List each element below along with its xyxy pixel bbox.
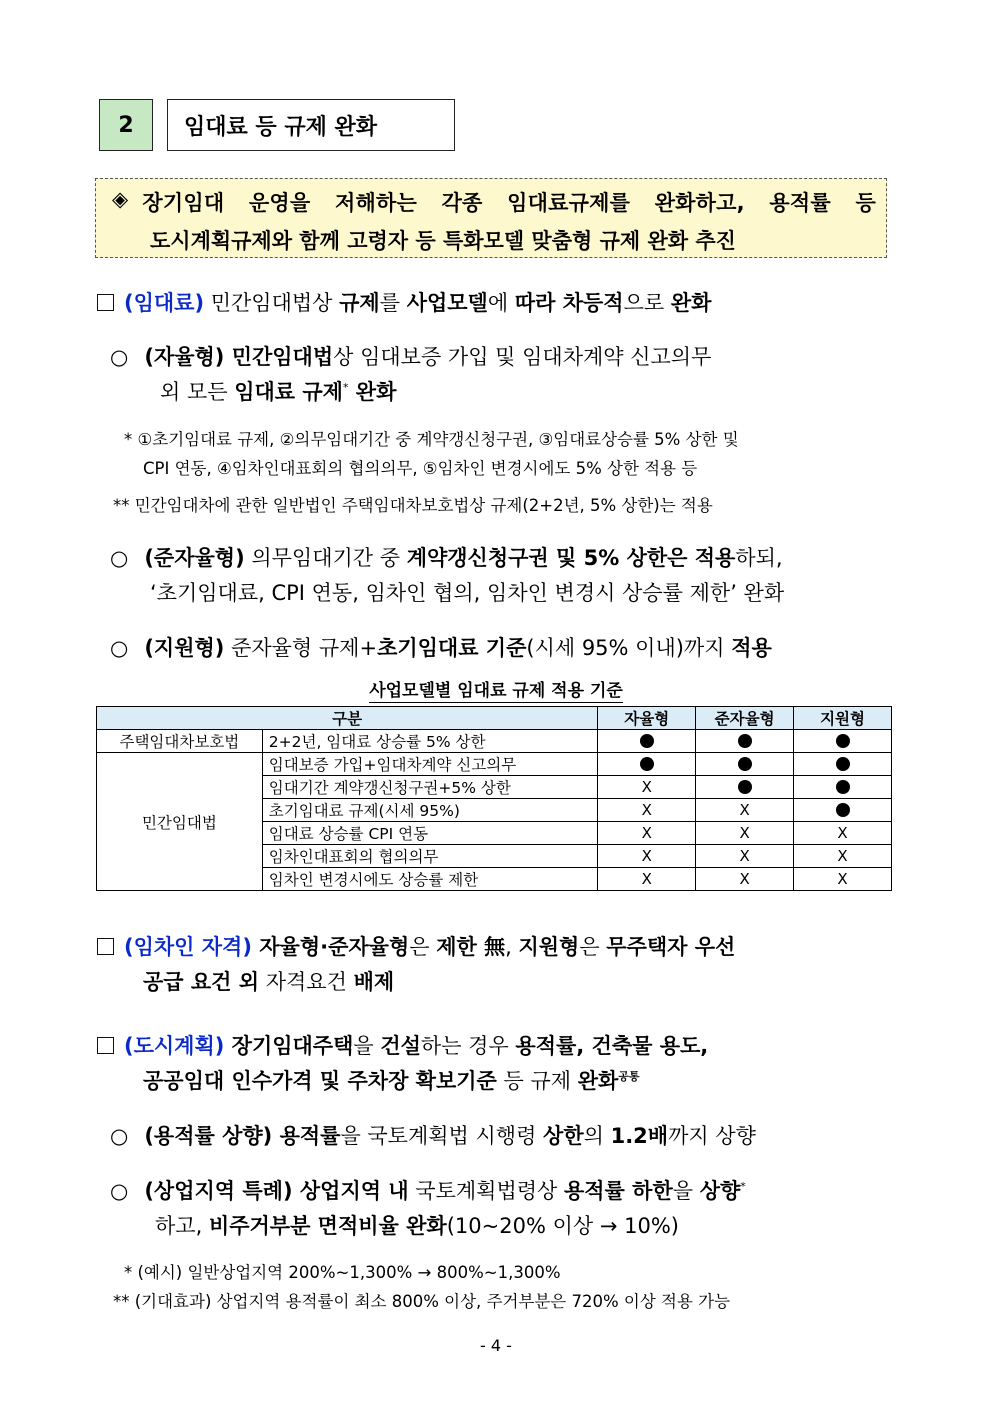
row-item: 임대보증 가입+임대차계약 신고의무 <box>262 753 598 776</box>
far-text: 의 <box>583 1124 611 1148</box>
table-caption <box>0 676 992 701</box>
semi-text: 계약갱신청구권 및 5% 상한은 적용 <box>406 546 736 570</box>
table-caption-text: 사업모델별 임대료 규제 적용 기준 <box>369 681 623 701</box>
far-text: 까지 상향 <box>668 1124 756 1148</box>
city-text: 건설 <box>380 1034 421 1058</box>
mark-cell <box>794 799 892 822</box>
mark-cell: X <box>598 822 696 845</box>
filled-dot-icon <box>640 757 654 771</box>
checkbox-square-icon <box>97 938 114 955</box>
summary-box <box>95 178 887 258</box>
tenant-text: 무주택자 우선 <box>606 935 736 959</box>
autonomous-text: 상 임대보증 가입 및 임대차계약 신고의무 <box>333 345 712 369</box>
city-text: 하는 경우 <box>420 1034 516 1058</box>
city-text: 등 규제 <box>496 1069 578 1093</box>
note-1-line-1: * ①초기임대료 규제, ②의무임대기간 중 계약갱신청구권, ③임대료상승률 5% 상한 및 <box>124 430 739 449</box>
tenant-line-2 <box>143 966 394 996</box>
circle-bullet-icon: ○ <box>110 636 129 660</box>
mark-cell: X <box>794 868 892 891</box>
semi-text: 의무임대기간 중 <box>244 546 407 570</box>
header-support: 지원형 <box>794 707 892 730</box>
support-text: 준자율형 규제+ <box>224 636 378 660</box>
rent-text: 완화 <box>670 291 712 315</box>
autonomous-text: 민간임대법 <box>224 345 334 369</box>
regulation-table <box>96 706 892 891</box>
page-number: - 4 - <box>480 1336 512 1355</box>
city-text: 장기임대주택 <box>224 1034 354 1058</box>
header-semi: 준자율형 <box>696 707 794 730</box>
diamond-bullet-icon: ◈ <box>112 187 129 211</box>
mark-cell <box>696 753 794 776</box>
mark-cell <box>696 730 794 753</box>
summary-text-1: 장기임대 운영을 저해하는 각종 임대료규제를 완화하고, 용적률 등 <box>142 191 876 215</box>
commercial-line-2 <box>155 1210 679 1240</box>
mark-cell <box>598 730 696 753</box>
row-item: 초기임대료 규제(시세 95%) <box>262 799 598 822</box>
rent-text: 따라 차등적 <box>514 291 624 315</box>
mark-cell: X <box>794 822 892 845</box>
table-row <box>97 730 892 753</box>
rent-heading <box>97 287 711 317</box>
mark-cell: X <box>696 822 794 845</box>
tenant-text: 은 <box>409 935 437 959</box>
mark-cell <box>794 753 892 776</box>
city-line-1 <box>97 1030 708 1060</box>
city-text: 완화 <box>577 1069 619 1093</box>
commercial-text: 을 <box>672 1179 700 1203</box>
header-autonomous: 자율형 <box>598 707 696 730</box>
table-header-row <box>97 707 892 730</box>
note-2: ** 민간임대차에 관한 일반법인 주택임대차보호법상 규제(2+2년, 5% 상한)는 적용 <box>113 496 713 515</box>
mark-cell: X <box>696 799 794 822</box>
commercial-line-1 <box>110 1175 746 1205</box>
tenant-label: (임차인 자격) <box>124 935 252 959</box>
mark-cell: X <box>696 845 794 868</box>
group-private-rental-act: 민간임대법 <box>97 753 263 891</box>
mark-cell: X <box>696 868 794 891</box>
header-category: 구분 <box>97 707 598 730</box>
tenant-text: , <box>505 935 519 959</box>
section-title: 임대료 등 규제 완화 <box>167 99 455 151</box>
filled-dot-icon <box>738 780 752 794</box>
row-item: 임차인 변경시에도 상승률 제한 <box>262 868 598 891</box>
tenant-text: 지원형 <box>518 935 580 959</box>
far-text: 상한 <box>543 1124 584 1148</box>
circle-bullet-icon: ○ <box>110 1124 129 1148</box>
semi-line-2: ‘초기임대료, CPI 연동, 임차인 협의, 임차인 변경시 상승률 제한’ 완화 <box>150 581 785 605</box>
support-text: (시세 95% 이내)까지 <box>526 636 732 660</box>
filled-dot-icon <box>738 757 752 771</box>
mark-cell <box>696 776 794 799</box>
support-text: 적용 <box>731 636 772 660</box>
footnote-marker: * <box>342 381 349 394</box>
filled-dot-icon <box>836 757 850 771</box>
far-text: 용적률 <box>272 1124 341 1148</box>
city-text: 을 <box>353 1034 381 1058</box>
far-label: (용적률 상향) <box>144 1124 273 1148</box>
rent-label: (임대료) <box>124 291 205 315</box>
tenant-text: 자율형·준자율형 <box>251 935 410 959</box>
city-label: (도시계획) <box>124 1034 225 1058</box>
note-1-line-2: CPI 연동, ④임차인대표회의 협의의무, ⑤임차인 변경시에도 5% 상한 적용 등 <box>143 459 698 478</box>
support-line <box>110 632 772 662</box>
filled-dot-icon <box>738 734 752 748</box>
note-4: ** (기대효과) 상업지역 용적률이 최소 800% 이상, 주거부분은 720% 이상 적용 가능 <box>113 1292 731 1311</box>
far-text: 을 국토계획법 시행령 <box>340 1124 544 1148</box>
semi-text: 하되, <box>735 546 783 570</box>
commercial-text: 상업지역 내 <box>292 1179 409 1203</box>
autonomous-text: 외 모든 <box>160 380 235 404</box>
circle-bullet-icon: ○ <box>110 546 129 570</box>
rent-text: 민간임대법상 <box>204 291 340 315</box>
commercial-text: 용적률 하한 <box>563 1179 673 1203</box>
circle-bullet-icon: ○ <box>110 1179 129 1203</box>
summary-line-2: 도시계획규제와 함께 고령자 등 특화모델 맞춤형 규제 완화 추진 <box>150 229 736 253</box>
filled-dot-icon <box>836 780 850 794</box>
city-text: 용적률, 건축물 용도, <box>515 1034 709 1058</box>
far-line <box>110 1120 756 1150</box>
filled-dot-icon <box>836 803 850 817</box>
rent-text: 를 <box>379 291 407 315</box>
tenant-text: 제한 無 <box>436 935 506 959</box>
mark-cell: X <box>794 845 892 868</box>
mark-cell <box>794 776 892 799</box>
group-housing-lease-act: 주택임대차보호법 <box>97 730 263 753</box>
autonomous-text: 완화 <box>348 380 397 404</box>
row-item: 임대기간 계약갱신청구권+5% 상한 <box>262 776 598 799</box>
commercial-text: (10~20% 이상 → 10%) <box>446 1214 679 1238</box>
tenant-text: 공급 요건 외 <box>143 970 260 994</box>
rent-text: 규제 <box>339 291 380 315</box>
mark-cell <box>598 753 696 776</box>
mark-cell: X <box>598 868 696 891</box>
commercial-text: 하고, <box>155 1214 209 1238</box>
tenant-text: 자격요건 <box>259 970 354 994</box>
rent-text: 사업모델 <box>406 291 488 315</box>
mark-cell: X <box>598 776 696 799</box>
filled-dot-icon <box>640 734 654 748</box>
table-row <box>97 753 892 776</box>
tenant-line-1 <box>97 931 735 961</box>
rent-text: 으로 <box>623 291 671 315</box>
commercial-label: (상업지역 특례) <box>144 1179 293 1203</box>
semi-label: (준자율형) <box>144 546 245 570</box>
semi-line-1 <box>110 542 783 572</box>
checkbox-square-icon <box>97 294 114 311</box>
mark-cell: X <box>598 845 696 868</box>
support-label: (지원형) <box>144 636 225 660</box>
autonomous-line-2 <box>160 376 396 406</box>
rent-text: 에 <box>487 291 515 315</box>
section-number: 2 <box>99 99 153 151</box>
city-text: 공공임대 인수가격 및 주차장 확보기준 <box>143 1069 497 1093</box>
tenant-text: 은 <box>579 935 607 959</box>
support-text: 초기임대료 기준 <box>377 636 527 660</box>
mark-cell <box>794 730 892 753</box>
row-item: 임차인대표회의 협의의무 <box>262 845 598 868</box>
commercial-text: 국토계획법령상 <box>408 1179 564 1203</box>
mark-cell: X <box>598 799 696 822</box>
commercial-text: 비주거부분 면적비율 완화 <box>208 1214 447 1238</box>
far-text: 1.2배 <box>610 1124 669 1148</box>
circle-bullet-icon: ○ <box>110 345 129 369</box>
checkbox-square-icon <box>97 1037 114 1054</box>
tenant-text: 배제 <box>353 970 395 994</box>
summary-line-1 <box>112 187 876 217</box>
row-item: 임대료 상승률 CPI 연동 <box>262 822 598 845</box>
note-3: * (예시) 일반상업지역 200%~1,300% → 800%~1,300% <box>124 1263 561 1282</box>
autonomous-label: (자율형) <box>144 345 225 369</box>
row-item: 2+2년, 임대료 상승률 5% 상한 <box>262 730 598 753</box>
autonomous-line-1 <box>110 341 711 371</box>
city-line-2 <box>143 1065 640 1095</box>
autonomous-text: 임대료 규제 <box>234 380 343 404</box>
commercial-text: 상향 <box>699 1179 741 1203</box>
common-marker: 공통 <box>618 1070 640 1083</box>
footnote-marker: * <box>740 1180 746 1193</box>
filled-dot-icon <box>836 734 850 748</box>
